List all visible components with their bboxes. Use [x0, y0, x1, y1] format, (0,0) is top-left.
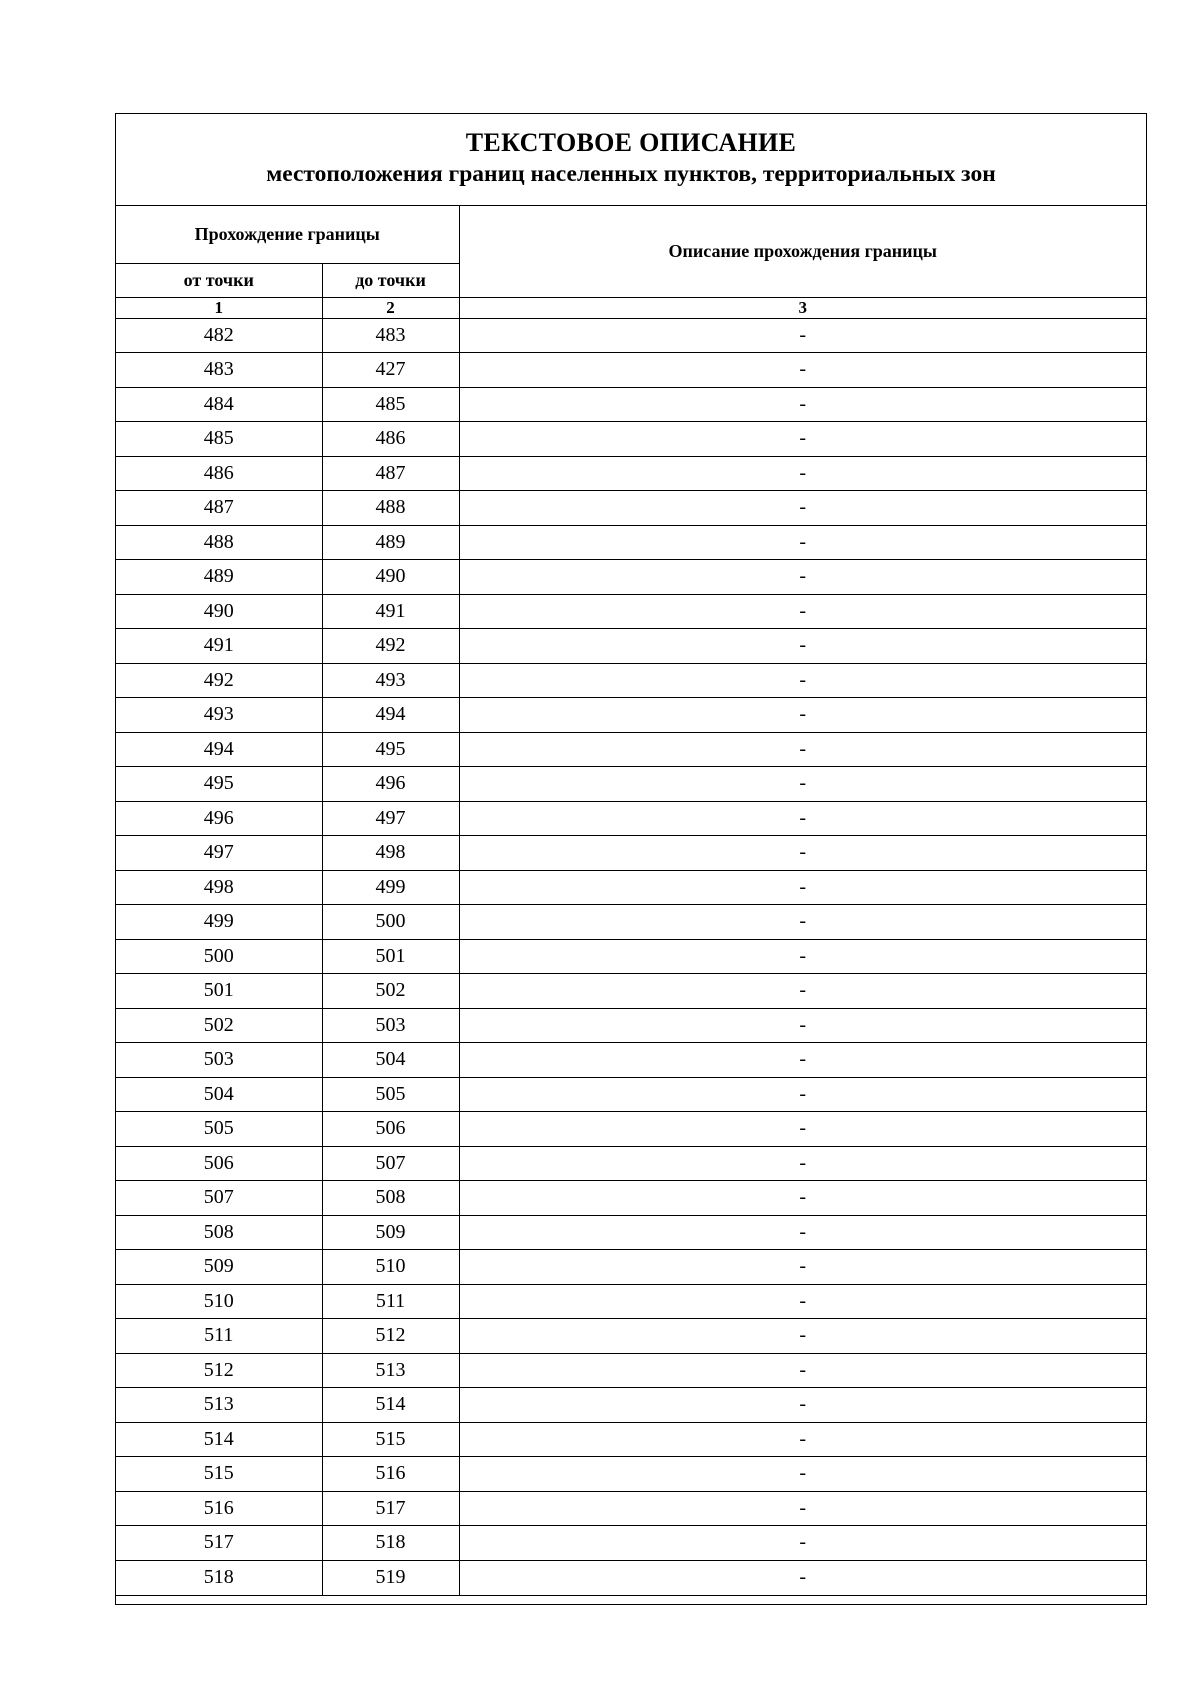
from-point-cell: 500 [116, 939, 322, 974]
from-point-cell: 517 [116, 1526, 322, 1561]
to-point-cell: 498 [322, 836, 459, 871]
table-body [116, 318, 1146, 1595]
to-point-cell: 497 [322, 801, 459, 836]
from-point-cell: 492 [116, 663, 322, 698]
from-point-cell: 482 [116, 318, 322, 353]
from-point-cell: 487 [116, 491, 322, 526]
table-row [116, 1181, 1146, 1216]
table-row [116, 1491, 1146, 1526]
to-point-cell: 510 [322, 1250, 459, 1285]
to-point-cell: 490 [322, 560, 459, 595]
description-cell: - [459, 594, 1146, 629]
from-point-cell: 494 [116, 732, 322, 767]
to-point-cell: 496 [322, 767, 459, 802]
to-point-cell: 486 [322, 422, 459, 457]
from-point-cell: 505 [116, 1112, 322, 1147]
to-point-cell: 514 [322, 1388, 459, 1423]
table-row [116, 594, 1146, 629]
table-row [116, 974, 1146, 1009]
from-point-cell: 483 [116, 353, 322, 388]
boundary-table [116, 206, 1146, 1595]
title-block [116, 114, 1146, 206]
table-row [116, 870, 1146, 905]
table-row [116, 663, 1146, 698]
column-number-1: 1 [116, 297, 322, 318]
from-point-cell: 493 [116, 698, 322, 733]
to-point-cell: 513 [322, 1353, 459, 1388]
from-point-cell: 507 [116, 1181, 322, 1216]
description-cell: - [459, 629, 1146, 664]
from-point-cell: 502 [116, 1008, 322, 1043]
from-point-cell: 518 [116, 1560, 322, 1595]
table-row [116, 1146, 1146, 1181]
table-row [116, 1215, 1146, 1250]
description-cell: - [459, 525, 1146, 560]
to-point-cell: 512 [322, 1319, 459, 1354]
from-point-cell: 498 [116, 870, 322, 905]
table-row [116, 1319, 1146, 1354]
to-point-cell: 511 [322, 1284, 459, 1319]
header-boundary-passage: Прохождение границы [116, 206, 459, 263]
table-row [116, 1353, 1146, 1388]
description-cell: - [459, 491, 1146, 526]
from-point-cell: 501 [116, 974, 322, 1009]
description-cell: - [459, 870, 1146, 905]
table-row [116, 1250, 1146, 1285]
description-cell: - [459, 939, 1146, 974]
table-row [116, 836, 1146, 871]
from-point-cell: 508 [116, 1215, 322, 1250]
to-point-cell: 519 [322, 1560, 459, 1595]
description-cell: - [459, 767, 1146, 802]
to-point-cell: 508 [322, 1181, 459, 1216]
table-row [116, 1422, 1146, 1457]
description-cell: - [459, 1250, 1146, 1285]
from-point-cell: 484 [116, 387, 322, 422]
from-point-cell: 506 [116, 1146, 322, 1181]
description-cell: - [459, 836, 1146, 871]
to-point-cell: 494 [322, 698, 459, 733]
from-point-cell: 496 [116, 801, 322, 836]
table-row [116, 1457, 1146, 1492]
description-cell: - [459, 1146, 1146, 1181]
description-cell: - [459, 387, 1146, 422]
from-point-cell: 514 [116, 1422, 322, 1457]
to-point-cell: 506 [322, 1112, 459, 1147]
description-cell: - [459, 1422, 1146, 1457]
to-point-cell: 489 [322, 525, 459, 560]
document-title: ТЕКСТОВОЕ ОПИСАНИЕ [465, 128, 797, 157]
from-point-cell: 486 [116, 456, 322, 491]
to-point-cell: 518 [322, 1526, 459, 1561]
from-point-cell: 488 [116, 525, 322, 560]
description-cell: - [459, 353, 1146, 388]
description-cell: - [459, 456, 1146, 491]
header-to-point: до точки [322, 263, 459, 297]
to-point-cell: 507 [322, 1146, 459, 1181]
description-cell: - [459, 905, 1146, 940]
to-point-cell: 516 [322, 1457, 459, 1492]
table-row [116, 456, 1146, 491]
table-row [116, 801, 1146, 836]
table-row [116, 387, 1146, 422]
description-cell: - [459, 1353, 1146, 1388]
document-page [115, 113, 1147, 1605]
to-point-cell: 487 [322, 456, 459, 491]
table-row [116, 1284, 1146, 1319]
table-row [116, 318, 1146, 353]
to-point-cell: 502 [322, 974, 459, 1009]
table-row [116, 560, 1146, 595]
table-bottom-border [116, 1595, 1146, 1604]
from-point-cell: 499 [116, 905, 322, 940]
description-cell: - [459, 422, 1146, 457]
table-row [116, 491, 1146, 526]
from-point-cell: 504 [116, 1077, 322, 1112]
table-row [116, 422, 1146, 457]
table-row [116, 767, 1146, 802]
from-point-cell: 503 [116, 1043, 322, 1078]
table-row [116, 1008, 1146, 1043]
description-cell: - [459, 1181, 1146, 1216]
table-row [116, 1077, 1146, 1112]
table-row [116, 939, 1146, 974]
description-cell: - [459, 1560, 1146, 1595]
from-point-cell: 495 [116, 767, 322, 802]
to-point-cell: 483 [322, 318, 459, 353]
table-row [116, 629, 1146, 664]
to-point-cell: 499 [322, 870, 459, 905]
table-row [116, 698, 1146, 733]
description-cell: - [459, 974, 1146, 1009]
from-point-cell: 509 [116, 1250, 322, 1285]
description-cell: - [459, 318, 1146, 353]
description-cell: - [459, 663, 1146, 698]
to-point-cell: 505 [322, 1077, 459, 1112]
description-cell: - [459, 698, 1146, 733]
from-point-cell: 516 [116, 1491, 322, 1526]
table-row [116, 1043, 1146, 1078]
description-cell: - [459, 1215, 1146, 1250]
to-point-cell: 509 [322, 1215, 459, 1250]
from-point-cell: 512 [116, 1353, 322, 1388]
from-point-cell: 485 [116, 422, 322, 457]
description-cell: - [459, 1319, 1146, 1354]
to-point-cell: 501 [322, 939, 459, 974]
column-number-3: 3 [459, 297, 1146, 318]
to-point-cell: 491 [322, 594, 459, 629]
table-row [116, 732, 1146, 767]
table-row [116, 1388, 1146, 1423]
to-point-cell: 495 [322, 732, 459, 767]
to-point-cell: 517 [322, 1491, 459, 1526]
from-point-cell: 515 [116, 1457, 322, 1492]
table-row [116, 1526, 1146, 1561]
table-row [116, 1112, 1146, 1147]
from-point-cell: 510 [116, 1284, 322, 1319]
document-subtitle: местоположения границ населенных пунктов, территориальных зон [266, 161, 996, 187]
to-point-cell: 503 [322, 1008, 459, 1043]
description-cell: - [459, 1112, 1146, 1147]
table-row [116, 1560, 1146, 1595]
header-boundary-description: Описание прохождения границы [459, 206, 1146, 297]
column-number-2: 2 [322, 297, 459, 318]
description-cell: - [459, 560, 1146, 595]
description-cell: - [459, 1526, 1146, 1561]
to-point-cell: 493 [322, 663, 459, 698]
from-point-cell: 511 [116, 1319, 322, 1354]
description-cell: - [459, 1457, 1146, 1492]
description-cell: - [459, 732, 1146, 767]
description-cell: - [459, 1284, 1146, 1319]
description-cell: - [459, 801, 1146, 836]
to-point-cell: 515 [322, 1422, 459, 1457]
to-point-cell: 427 [322, 353, 459, 388]
header-from-point: от точки [116, 263, 322, 297]
from-point-cell: 491 [116, 629, 322, 664]
from-point-cell: 513 [116, 1388, 322, 1423]
description-cell: - [459, 1008, 1146, 1043]
to-point-cell: 500 [322, 905, 459, 940]
table-row [116, 353, 1146, 388]
from-point-cell: 497 [116, 836, 322, 871]
from-point-cell: 490 [116, 594, 322, 629]
to-point-cell: 485 [322, 387, 459, 422]
from-point-cell: 489 [116, 560, 322, 595]
to-point-cell: 488 [322, 491, 459, 526]
to-point-cell: 492 [322, 629, 459, 664]
description-cell: - [459, 1388, 1146, 1423]
table-row [116, 905, 1146, 940]
description-cell: - [459, 1043, 1146, 1078]
description-cell: - [459, 1491, 1146, 1526]
description-cell: - [459, 1077, 1146, 1112]
to-point-cell: 504 [322, 1043, 459, 1078]
table-row [116, 525, 1146, 560]
